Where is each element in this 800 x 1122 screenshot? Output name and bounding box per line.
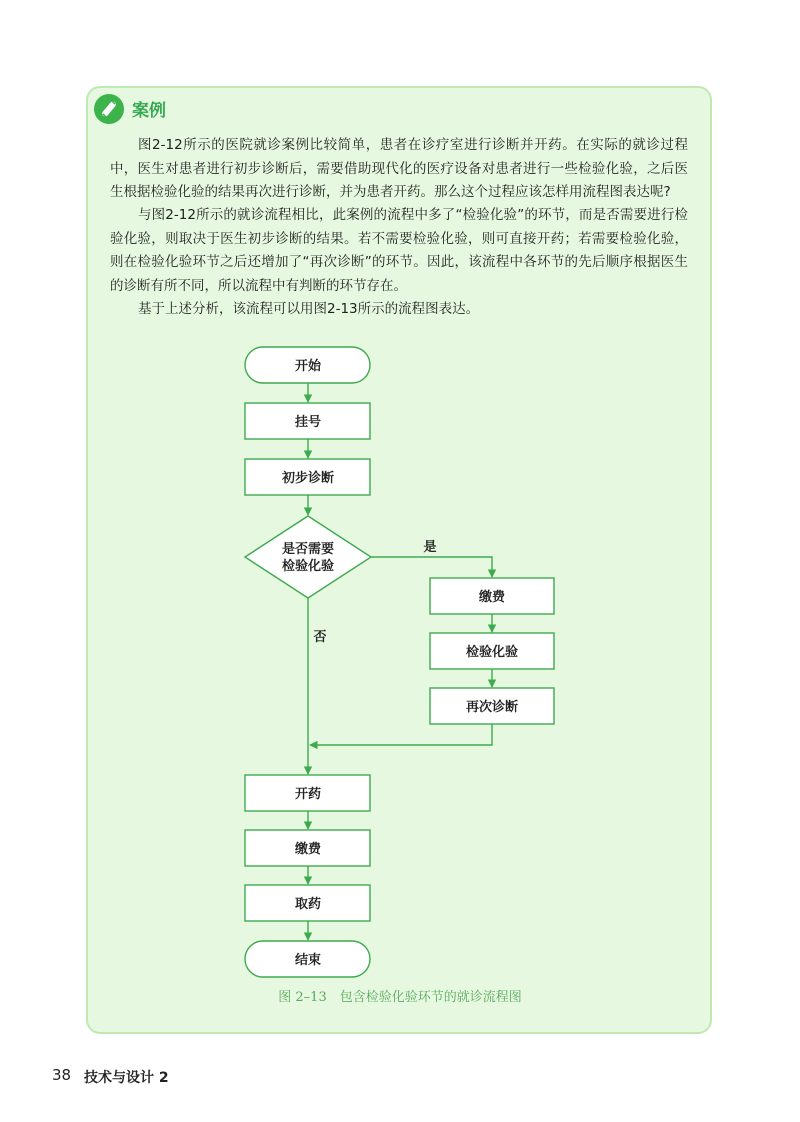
arrow-decision-yes [371, 557, 492, 577]
flow-prescribe-label: 开药 [294, 787, 322, 802]
arrow-second-merge [310, 724, 492, 745]
flow-no-label: 否 [313, 630, 327, 645]
flow-lab-test-label: 检验化验 [465, 645, 519, 660]
figure-caption: 图 2–13 包含检验化验环节的就诊流程图 [278, 990, 522, 1005]
flow-take-medicine-label: 取药 [294, 897, 322, 912]
flow-decision-label-1: 是否需要 [281, 542, 335, 557]
flow-decision-label-2: 检验化验 [281, 559, 335, 574]
flow-yes-label: 是 [423, 540, 437, 555]
flow-pay-fee-1-label: 缴费 [478, 590, 506, 605]
flow-pay-fee-2-label: 缴费 [294, 842, 322, 857]
flow-start-label: 开始 [294, 359, 322, 374]
flow-initial-diagnosis-label: 初步诊断 [281, 471, 335, 486]
flow-second-diagnosis-label: 再次诊断 [465, 700, 519, 715]
case-paragraph-1: 图2-12所示的医院就诊案例比较简单，患者在诊疗室进行诊断并开药。在实际的就诊过程中，医生对患者进行初步诊断后，需要借助现代化的医疗设备对患者进行一些检验化验，之后医生根据检验化验的结果再次进行诊断，并为患者开药。那么这个过程应该怎样用流程图表达呢? [110, 137, 688, 200]
flow-register-label: 挂号 [294, 415, 322, 430]
case-paragraph-3: 基于上述分析，该流程可以用图2-13所示的流程图表达。 [138, 301, 480, 317]
case-title: 案例 [132, 101, 166, 121]
flow-decision-diamond [245, 516, 371, 598]
case-paragraph-2: 与图2-12所示的就诊流程相比，此案例的流程中多了“检验化验”的环节，而是否需要进行检验化验，则取决于医生初步诊断的结果。若不需要检验化验，则可直接开药；若需要检验化验，则在检验化验环节之后还增加了“再次诊断”的环节。因此，该流程中各环节的先后顺序根据医生的诊断有所不同，所以流程中有判断的环节存在。 [110, 207, 688, 294]
book-title: 技术与设计 2 [84, 1070, 169, 1086]
page-number: 38 [52, 1066, 72, 1084]
flow-end-label: 结束 [294, 953, 322, 968]
